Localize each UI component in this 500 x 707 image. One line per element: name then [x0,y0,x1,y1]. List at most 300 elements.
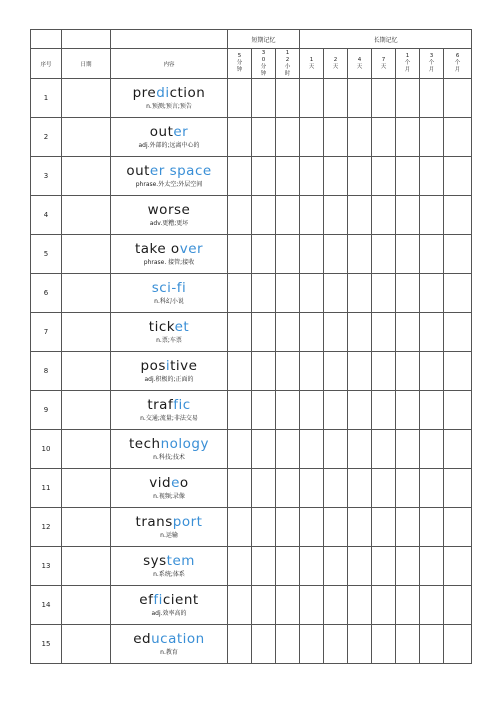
review-check-cell[interactable] [228,430,252,469]
review-check-cell[interactable] [324,508,348,547]
review-check-cell[interactable] [444,430,472,469]
review-check-cell[interactable] [276,352,300,391]
review-check-cell[interactable] [276,157,300,196]
review-check-cell[interactable] [276,547,300,586]
table-row [31,391,472,430]
short-term-memory-header: 短期记忆 [228,30,300,49]
review-check-cell[interactable] [348,196,372,235]
review-check-cell[interactable] [444,469,472,508]
word-highlight-segment: et [174,319,190,335]
vocabulary-word [111,631,227,647]
row-index: 4 [31,196,62,235]
table-row [31,235,472,274]
word-highlight-segment: i [165,358,171,374]
word-meaning: n.科技;技术 [153,454,185,461]
review-check-cell[interactable] [300,547,324,586]
review-check-cell[interactable] [444,235,472,274]
review-check-cell[interactable] [324,547,348,586]
word-highlight-segment: er [173,124,189,140]
review-check-cell[interactable] [372,79,396,118]
word-segment: take o [134,241,180,257]
review-check-cell[interactable] [348,118,372,157]
review-check-cell[interactable] [324,157,348,196]
vocabulary-word [111,397,227,413]
word-highlight-segment: fic [173,397,191,413]
review-check-cell[interactable] [228,118,252,157]
review-check-cell[interactable] [276,79,300,118]
word-meaning: n.运输 [160,532,178,539]
date-column-header: 日期 [62,49,111,79]
word-segment: pos [140,358,166,374]
interval-label: 1个月 [404,53,411,73]
content-cell [111,430,228,469]
content-cell [111,274,228,313]
review-check-cell[interactable] [396,625,420,664]
review-check-cell[interactable] [444,118,472,157]
vocabulary-word [111,124,227,140]
table-row [31,274,472,313]
content-cell [111,313,228,352]
review-check-cell[interactable] [300,352,324,391]
word-meaning: phrase.外太空;外层空间 [135,181,203,188]
word-segment: tick [148,319,175,335]
table-row [31,625,472,664]
date-cell[interactable] [62,157,111,196]
review-check-cell[interactable] [372,430,396,469]
review-check-cell[interactable] [444,313,472,352]
review-check-cell[interactable] [372,196,396,235]
vocabulary-word [111,280,227,296]
review-check-cell[interactable] [396,430,420,469]
review-check-cell[interactable] [276,391,300,430]
word-segment: out [149,124,174,140]
review-check-cell[interactable] [396,274,420,313]
review-check-cell[interactable] [228,79,252,118]
table-row [31,118,472,157]
content-column-header: 内容 [111,49,228,79]
vocabulary-word [111,358,227,374]
review-check-cell[interactable] [276,274,300,313]
vocabulary-word [111,241,227,257]
review-check-cell[interactable] [420,79,444,118]
interval-label: 6个月 [454,53,461,73]
review-check-cell[interactable] [300,625,324,664]
review-check-cell[interactable] [420,274,444,313]
review-check-cell[interactable] [228,508,252,547]
table-row [31,196,472,235]
long-interval-header [348,49,372,79]
review-check-cell[interactable] [300,469,324,508]
row-index: 12 [31,508,62,547]
review-check-cell[interactable] [252,352,276,391]
review-check-cell[interactable] [396,235,420,274]
review-check-cell[interactable] [396,313,420,352]
long-interval-header [420,49,444,79]
word-meaning: adj.积极的;正面的 [144,376,194,383]
review-check-cell[interactable] [252,625,276,664]
word-segment: vid [149,475,172,491]
date-cell[interactable] [62,118,111,157]
review-check-cell[interactable] [252,274,276,313]
row-index: 7 [31,313,62,352]
review-check-cell[interactable] [228,391,252,430]
review-check-cell[interactable] [372,469,396,508]
review-check-cell[interactable] [396,508,420,547]
word-meaning: adj.外部的;远离中心的 [138,142,200,149]
vocabulary-word [111,475,227,491]
review-check-cell[interactable] [444,391,472,430]
date-cell[interactable] [62,391,111,430]
review-check-cell[interactable] [276,586,300,625]
word-highlight-segment: fi [153,592,163,608]
long-interval-header [396,49,420,79]
row-index: 13 [31,547,62,586]
short-interval-header [252,49,276,79]
word-segment: tive [170,358,198,374]
review-check-cell[interactable] [396,196,420,235]
vocabulary-word [111,319,227,335]
review-check-cell[interactable] [444,547,472,586]
vocabulary-word [111,436,227,452]
review-check-cell[interactable] [228,625,252,664]
word-meaning: n.教育 [160,649,178,656]
review-check-cell[interactable] [324,118,348,157]
word-segment: ef [139,592,154,608]
word-meaning: n.科幻小说 [154,298,184,305]
row-index: 1 [31,79,62,118]
review-check-cell[interactable] [444,508,472,547]
header-row-groups [31,30,472,49]
word-highlight-segment: er space [149,163,212,179]
word-highlight-segment: e [171,475,180,491]
review-check-cell[interactable] [396,157,420,196]
word-meaning: adv.更糟;更坏 [149,220,189,227]
review-check-cell[interactable] [324,313,348,352]
review-check-cell[interactable] [228,547,252,586]
table-row [31,157,472,196]
word-segment: o [179,475,189,491]
review-check-cell[interactable] [420,508,444,547]
review-check-cell[interactable] [252,118,276,157]
review-check-cell[interactable] [396,547,420,586]
header-blank-cell [31,30,62,49]
review-check-cell[interactable] [348,352,372,391]
review-check-cell[interactable] [420,430,444,469]
header-blank-cell [62,30,111,49]
review-check-cell[interactable] [348,79,372,118]
row-index: 5 [31,235,62,274]
review-check-cell[interactable] [372,508,396,547]
review-check-cell[interactable] [372,352,396,391]
short-interval-header [276,49,300,79]
long-term-memory-header: 长期记忆 [300,30,472,49]
date-cell[interactable] [62,547,111,586]
content-cell [111,391,228,430]
review-check-cell[interactable] [420,352,444,391]
review-check-cell[interactable] [372,391,396,430]
review-check-cell[interactable] [228,586,252,625]
word-meaning: n.票;车票 [156,337,182,344]
review-check-cell[interactable] [252,547,276,586]
review-check-cell[interactable] [276,430,300,469]
review-check-cell[interactable] [300,274,324,313]
long-interval-header [300,49,324,79]
word-segment: sys [143,553,167,569]
date-cell[interactable] [62,313,111,352]
review-check-cell[interactable] [252,235,276,274]
review-check-cell[interactable] [348,625,372,664]
review-check-cell[interactable] [372,313,396,352]
long-interval-header [372,49,396,79]
review-check-cell[interactable] [324,274,348,313]
review-check-cell[interactable] [324,391,348,430]
row-index: 6 [31,274,62,313]
review-check-cell[interactable] [348,469,372,508]
word-highlight-segment: gy [191,436,209,452]
review-check-cell[interactable] [276,625,300,664]
review-check-cell[interactable] [300,430,324,469]
review-check-cell[interactable] [420,118,444,157]
long-interval-header [324,49,348,79]
date-cell[interactable] [62,274,111,313]
interval-label: 5分钟 [236,53,243,73]
word-segment: pre [132,85,157,101]
review-check-cell[interactable] [348,508,372,547]
review-check-cell[interactable] [420,586,444,625]
interval-label: 1天 [308,56,315,70]
review-check-cell[interactable] [324,235,348,274]
review-check-cell[interactable] [420,313,444,352]
review-check-cell[interactable] [444,274,472,313]
header-blank-cell [111,30,228,49]
word-meaning: n.交通;流量;非法交易 [140,415,198,422]
review-check-cell[interactable] [252,430,276,469]
review-check-cell[interactable] [396,469,420,508]
word-highlight-segment: ver [179,241,204,257]
review-check-cell[interactable] [372,157,396,196]
index-column-header: 序号 [31,49,62,79]
table-row [31,469,472,508]
short-interval-header [228,49,252,79]
date-cell[interactable] [62,196,111,235]
review-check-cell[interactable] [300,157,324,196]
content-cell [111,508,228,547]
review-check-cell[interactable] [420,196,444,235]
review-check-cell[interactable] [300,118,324,157]
date-cell[interactable] [62,235,111,274]
review-check-cell[interactable] [348,235,372,274]
review-check-cell[interactable] [252,586,276,625]
review-check-cell[interactable] [228,196,252,235]
word-highlight-segment: tion [176,631,205,647]
table-row [31,313,472,352]
date-cell[interactable] [62,586,111,625]
row-index: 9 [31,391,62,430]
word-segment: ction [169,85,206,101]
interval-label: 30分钟 [260,49,267,77]
review-check-cell[interactable] [420,391,444,430]
vocabulary-review-table [30,29,472,664]
word-meaning: n.系统;体系 [153,571,185,578]
word-highlight-segment: nolo [160,436,192,452]
review-check-cell[interactable] [324,79,348,118]
word-meaning: n.预测;预言;预告 [146,103,192,110]
review-check-cell[interactable] [252,79,276,118]
review-check-cell[interactable] [348,313,372,352]
date-cell[interactable] [62,508,111,547]
word-highlight-segment: sci-fi [151,280,187,296]
content-cell [111,352,228,391]
review-check-cell[interactable] [348,430,372,469]
table-row [31,430,472,469]
review-check-cell[interactable] [324,196,348,235]
word-segment: tech [129,436,161,452]
date-cell[interactable] [62,430,111,469]
review-check-cell[interactable] [228,235,252,274]
table-row [31,352,472,391]
review-check-cell[interactable] [300,391,324,430]
review-check-cell[interactable] [300,586,324,625]
review-check-cell[interactable] [300,235,324,274]
review-check-cell[interactable] [324,430,348,469]
review-check-cell[interactable] [396,391,420,430]
review-check-cell[interactable] [300,313,324,352]
review-check-cell[interactable] [252,391,276,430]
review-check-cell[interactable] [372,274,396,313]
vocabulary-word [111,514,227,530]
review-check-cell[interactable] [228,157,252,196]
review-check-cell[interactable] [228,469,252,508]
word-meaning: adj.效率高的 [151,610,187,617]
review-check-cell[interactable] [276,196,300,235]
review-check-cell[interactable] [396,79,420,118]
table-row [31,79,472,118]
content-cell [111,586,228,625]
review-check-cell[interactable] [252,313,276,352]
vocabulary-word [111,85,227,101]
review-check-cell[interactable] [252,469,276,508]
word-segment: ed [133,631,152,647]
vocabulary-word [111,592,227,608]
content-cell [111,118,228,157]
table-row [31,586,472,625]
word-segment: trans [135,514,173,530]
review-check-cell[interactable] [420,235,444,274]
row-index: 11 [31,469,62,508]
review-check-cell[interactable] [444,625,472,664]
review-check-cell[interactable] [372,118,396,157]
review-check-cell[interactable] [396,352,420,391]
review-check-cell[interactable] [324,586,348,625]
date-cell[interactable] [62,79,111,118]
row-index: 3 [31,157,62,196]
review-check-cell[interactable] [276,235,300,274]
review-check-cell[interactable] [420,469,444,508]
interval-label: 4天 [356,56,363,70]
review-check-cell[interactable] [300,508,324,547]
table-row [31,508,472,547]
long-interval-header [444,49,472,79]
content-cell [111,196,228,235]
word-highlight-segment: tem [166,553,195,569]
review-check-cell[interactable] [324,469,348,508]
review-check-cell[interactable] [276,469,300,508]
review-check-cell[interactable] [276,508,300,547]
review-check-cell[interactable] [324,352,348,391]
word-segment: traf [147,397,174,413]
date-cell[interactable] [62,352,111,391]
review-check-cell[interactable] [420,547,444,586]
row-index: 14 [31,586,62,625]
review-check-cell[interactable] [420,625,444,664]
review-check-cell[interactable] [300,79,324,118]
content-cell [111,625,228,664]
review-check-cell[interactable] [228,352,252,391]
review-check-cell[interactable] [444,79,472,118]
review-check-cell[interactable] [348,274,372,313]
word-segment: worse [147,202,191,218]
review-check-cell[interactable] [396,118,420,157]
review-check-cell[interactable] [396,586,420,625]
review-check-cell[interactable] [372,586,396,625]
word-segment: out [126,163,150,179]
word-highlight-segment: di [156,85,170,101]
interval-label: 7天 [380,56,387,70]
table-row [31,547,472,586]
review-check-cell[interactable] [252,196,276,235]
review-check-cell[interactable] [348,547,372,586]
date-cell[interactable] [62,625,111,664]
content-cell [111,235,228,274]
review-check-cell[interactable] [444,157,472,196]
word-meaning: n.视频;录像 [153,493,185,500]
review-check-cell[interactable] [372,625,396,664]
review-check-cell[interactable] [444,196,472,235]
review-check-cell[interactable] [276,313,300,352]
row-index: 2 [31,118,62,157]
header-row-columns [31,49,472,79]
review-check-cell[interactable] [372,235,396,274]
review-check-cell[interactable] [300,196,324,235]
review-check-cell[interactable] [348,586,372,625]
content-cell [111,469,228,508]
review-check-cell[interactable] [420,157,444,196]
word-segment: cient [162,592,199,608]
review-check-cell[interactable] [276,118,300,157]
review-check-cell[interactable] [372,547,396,586]
review-check-cell[interactable] [348,391,372,430]
word-highlight-segment: uca [151,631,177,647]
row-index: 15 [31,625,62,664]
word-highlight-segment: port [172,514,203,530]
content-cell [111,547,228,586]
review-check-cell[interactable] [348,157,372,196]
review-check-cell[interactable] [444,352,472,391]
vocabulary-word [111,163,227,179]
row-index: 8 [31,352,62,391]
review-check-cell[interactable] [444,586,472,625]
vocabulary-word [111,553,227,569]
date-cell[interactable] [62,469,111,508]
content-cell [111,79,228,118]
review-check-cell[interactable] [228,313,252,352]
review-check-cell[interactable] [228,274,252,313]
review-check-cell[interactable] [252,157,276,196]
interval-label: 3个月 [428,53,435,73]
review-check-cell[interactable] [252,508,276,547]
review-check-cell[interactable] [324,625,348,664]
interval-label: 12小时 [284,49,291,77]
